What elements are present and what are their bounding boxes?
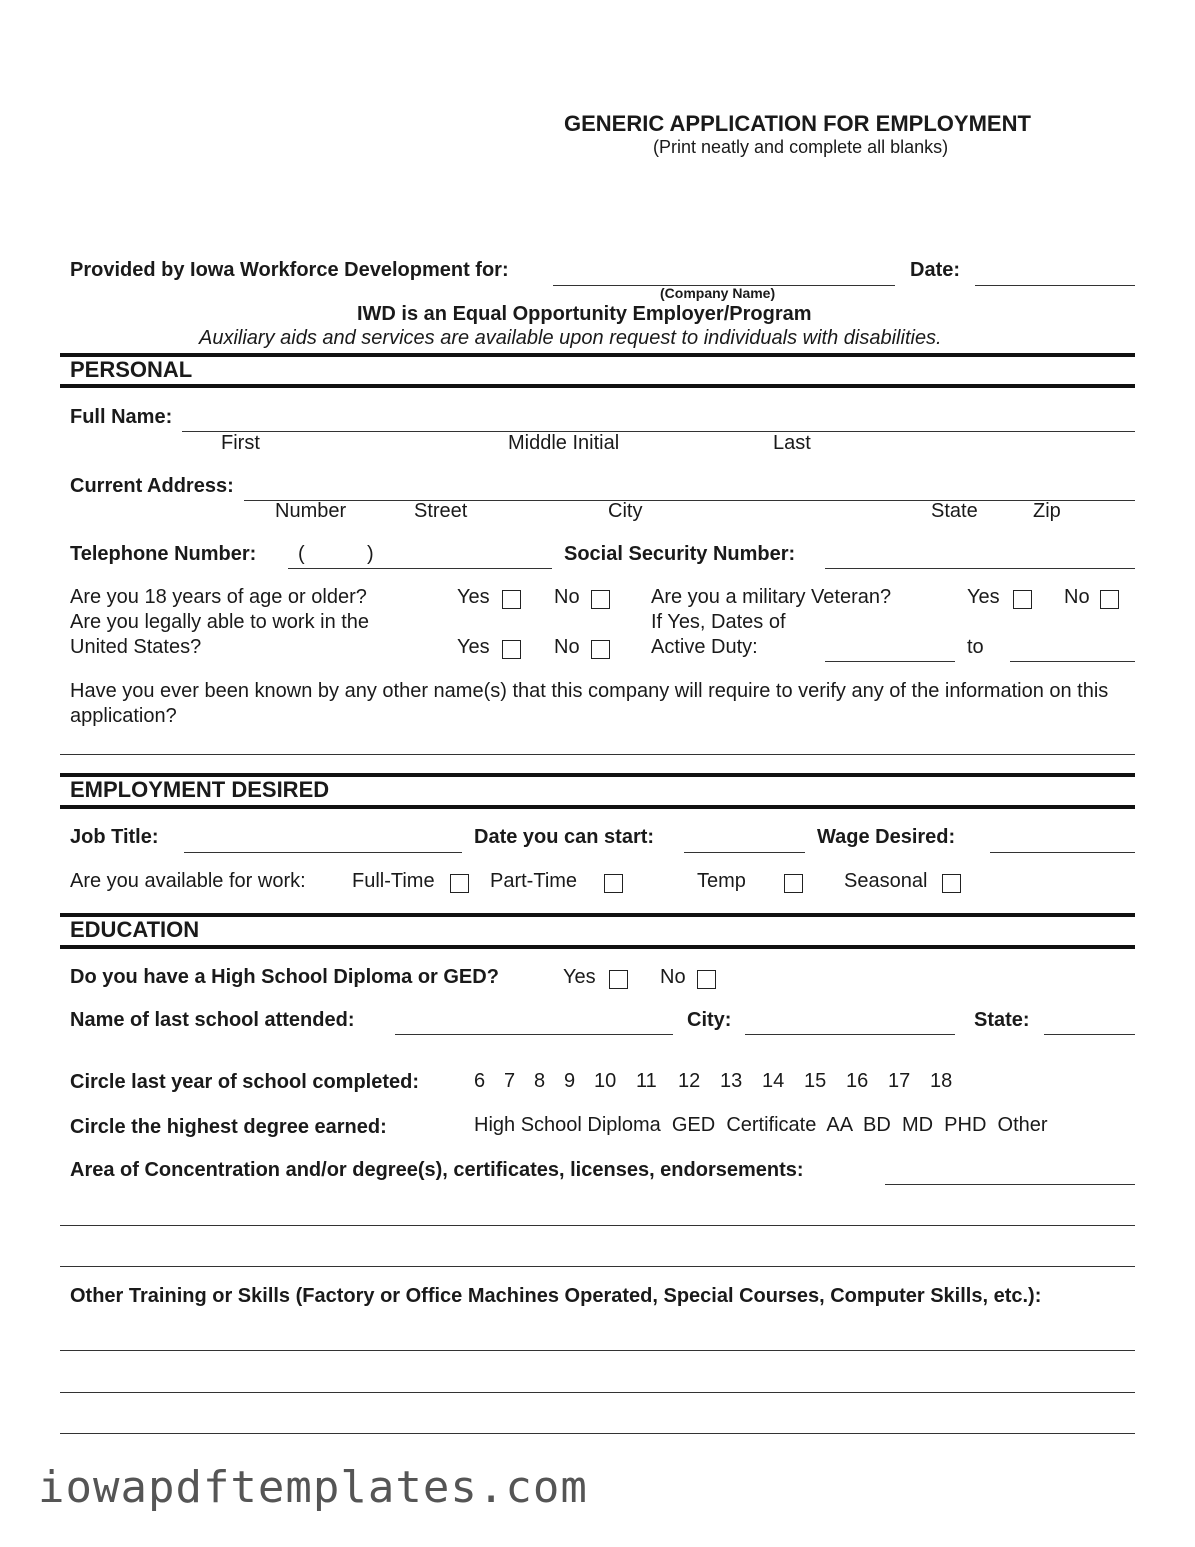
company-name-caption: (Company Name) (660, 285, 776, 301)
name-caption-last: Last (773, 432, 811, 454)
name-caption-middle: Middle Initial (508, 432, 620, 454)
year-option[interactable]: 10 (594, 1070, 617, 1092)
concentration-line[interactable] (60, 1266, 1135, 1267)
concentration-field[interactable] (885, 1184, 1135, 1185)
diploma-no-label: No (660, 966, 686, 988)
date-field[interactable] (975, 285, 1135, 286)
part-time-checkbox[interactable] (604, 874, 623, 893)
eoe-statement: IWD is an Equal Opportunity Employer/Program (357, 303, 812, 325)
age-question: Are you 18 years of age or older? (70, 586, 367, 608)
veteran-yes-label: Yes (967, 586, 1000, 608)
veteran-dates-line1: If Yes, Dates of (651, 611, 786, 633)
job-title-field[interactable] (184, 852, 462, 853)
work-no-checkbox[interactable] (591, 640, 610, 659)
full-name-label: Full Name: (70, 406, 173, 428)
other-training-line[interactable] (60, 1350, 1135, 1351)
work-yes-label: Yes (457, 636, 490, 658)
age-yes-label: Yes (457, 586, 490, 608)
year-option[interactable]: 17 (888, 1070, 911, 1092)
year-option[interactable]: 12 (678, 1070, 701, 1092)
concentration-label: Area of Concentration and/or degree(s), certificates, licenses, endorsements: (70, 1159, 804, 1181)
wage-field[interactable] (990, 852, 1135, 853)
school-state-label: State: (974, 1009, 1030, 1031)
diploma-yes-label: Yes (563, 966, 596, 988)
section-rule (60, 353, 1135, 357)
age-yes-checkbox[interactable] (502, 590, 521, 609)
school-state-field[interactable] (1044, 1034, 1135, 1035)
concentration-line[interactable] (60, 1225, 1135, 1226)
other-training-line[interactable] (60, 1392, 1135, 1393)
last-school-label: Name of last school attended: (70, 1009, 355, 1031)
year-option[interactable]: 8 (534, 1070, 546, 1092)
school-city-label: City: (687, 1009, 732, 1031)
seasonal-label: Seasonal (844, 870, 928, 892)
start-date-field[interactable] (684, 852, 805, 853)
year-option[interactable]: 9 (564, 1070, 576, 1092)
wage-label: Wage Desired: (817, 826, 956, 848)
work-question-line2: United States? (70, 636, 202, 658)
veteran-dates-line2: Active Duty: (651, 636, 758, 658)
job-title-label: Job Title: (70, 826, 159, 848)
work-question-line1: Are you legally able to work in the (70, 611, 370, 633)
year-option[interactable]: 15 (804, 1070, 827, 1092)
section-rule (60, 913, 1135, 917)
date-label: Date: (910, 259, 961, 281)
address-caption-zip: Zip (1033, 500, 1061, 522)
page-title: GENERIC APPLICATION FOR EMPLOYMENT (564, 111, 1031, 136)
address-caption-city: City (608, 500, 643, 522)
telephone-field[interactable] (288, 568, 552, 569)
year-option[interactable]: 13 (720, 1070, 743, 1092)
age-no-label: No (554, 586, 580, 608)
section-heading-personal: PERSONAL (70, 357, 193, 382)
last-school-field[interactable] (395, 1034, 673, 1035)
temp-label: Temp (697, 870, 746, 892)
active-duty-to-field[interactable] (1010, 661, 1135, 662)
ssn-label: Social Security Number: (564, 543, 796, 565)
year-option[interactable]: 7 (504, 1070, 516, 1092)
full-time-checkbox[interactable] (450, 874, 469, 893)
section-rule (60, 384, 1135, 388)
other-training-line[interactable] (60, 1433, 1135, 1434)
school-city-field[interactable] (745, 1034, 955, 1035)
full-name-field[interactable] (182, 431, 1135, 432)
age-no-checkbox[interactable] (591, 590, 610, 609)
address-caption-street: Street (414, 500, 468, 522)
work-no-label: No (554, 636, 580, 658)
year-option[interactable]: 11 (636, 1070, 657, 1092)
ssn-field[interactable] (825, 568, 1135, 569)
year-option[interactable]: 16 (846, 1070, 869, 1092)
active-duty-to-label: to (967, 636, 984, 658)
diploma-question: Do you have a High School Diploma or GED? (70, 966, 499, 988)
name-caption-first: First (221, 432, 260, 454)
active-duty-from-field[interactable] (825, 661, 955, 662)
section-heading-employment: EMPLOYMENT DESIRED (70, 777, 330, 802)
section-rule (60, 805, 1135, 809)
section-rule (60, 945, 1135, 949)
start-date-label: Date you can start: (474, 826, 655, 848)
other-names-question: Have you ever been known by any other name(s) that this company will require to verify any of the information on this application? (70, 680, 1109, 727)
part-time-label: Part-Time (490, 870, 578, 892)
veteran-no-label: No (1064, 586, 1090, 608)
veteran-no-checkbox[interactable] (1100, 590, 1119, 609)
last-year-label: Circle last year of school completed: (70, 1071, 419, 1093)
area-code-close: ) (367, 543, 374, 565)
telephone-label: Telephone Number: (70, 543, 257, 565)
diploma-no-checkbox[interactable] (697, 970, 716, 989)
section-heading-education: EDUCATION (70, 917, 200, 942)
other-training-label: Other Training or Skills (Factory or Office Machines Operated, Special Courses, Computer Skills, etc.): (70, 1285, 1042, 1307)
temp-checkbox[interactable] (784, 874, 803, 893)
work-yes-checkbox[interactable] (502, 640, 521, 659)
watermark: iowapdftemplates.com (38, 1462, 588, 1513)
veteran-yes-checkbox[interactable] (1013, 590, 1032, 609)
address-field[interactable] (244, 500, 1135, 501)
page-subtitle: (Print neatly and complete all blanks) (653, 137, 949, 157)
address-label: Current Address: (70, 475, 234, 497)
area-code-open: ( (298, 543, 305, 565)
year-option[interactable]: 14 (762, 1070, 785, 1092)
auxiliary-aids-note: Auxiliary aids and services are available upon request to individuals with disabilities. (199, 327, 942, 349)
veteran-question: Are you a military Veteran? (651, 586, 892, 608)
degree-options[interactable]: High School Diploma GED Certificate AA BD MD PHD Other (474, 1114, 1048, 1136)
year-option[interactable]: 6 (474, 1070, 486, 1092)
address-caption-state: State (931, 500, 978, 522)
year-option[interactable]: 18 (930, 1070, 953, 1092)
address-caption-number: Number (275, 500, 347, 522)
full-time-label: Full-Time (352, 870, 435, 892)
diploma-yes-checkbox[interactable] (609, 970, 628, 989)
degree-label: Circle the highest degree earned: (70, 1116, 387, 1138)
seasonal-checkbox[interactable] (942, 874, 961, 893)
other-names-field[interactable] (60, 754, 1135, 755)
provided-by-label: Provided by Iowa Workforce Development for: (70, 259, 509, 281)
availability-label: Are you available for work: (70, 870, 306, 892)
